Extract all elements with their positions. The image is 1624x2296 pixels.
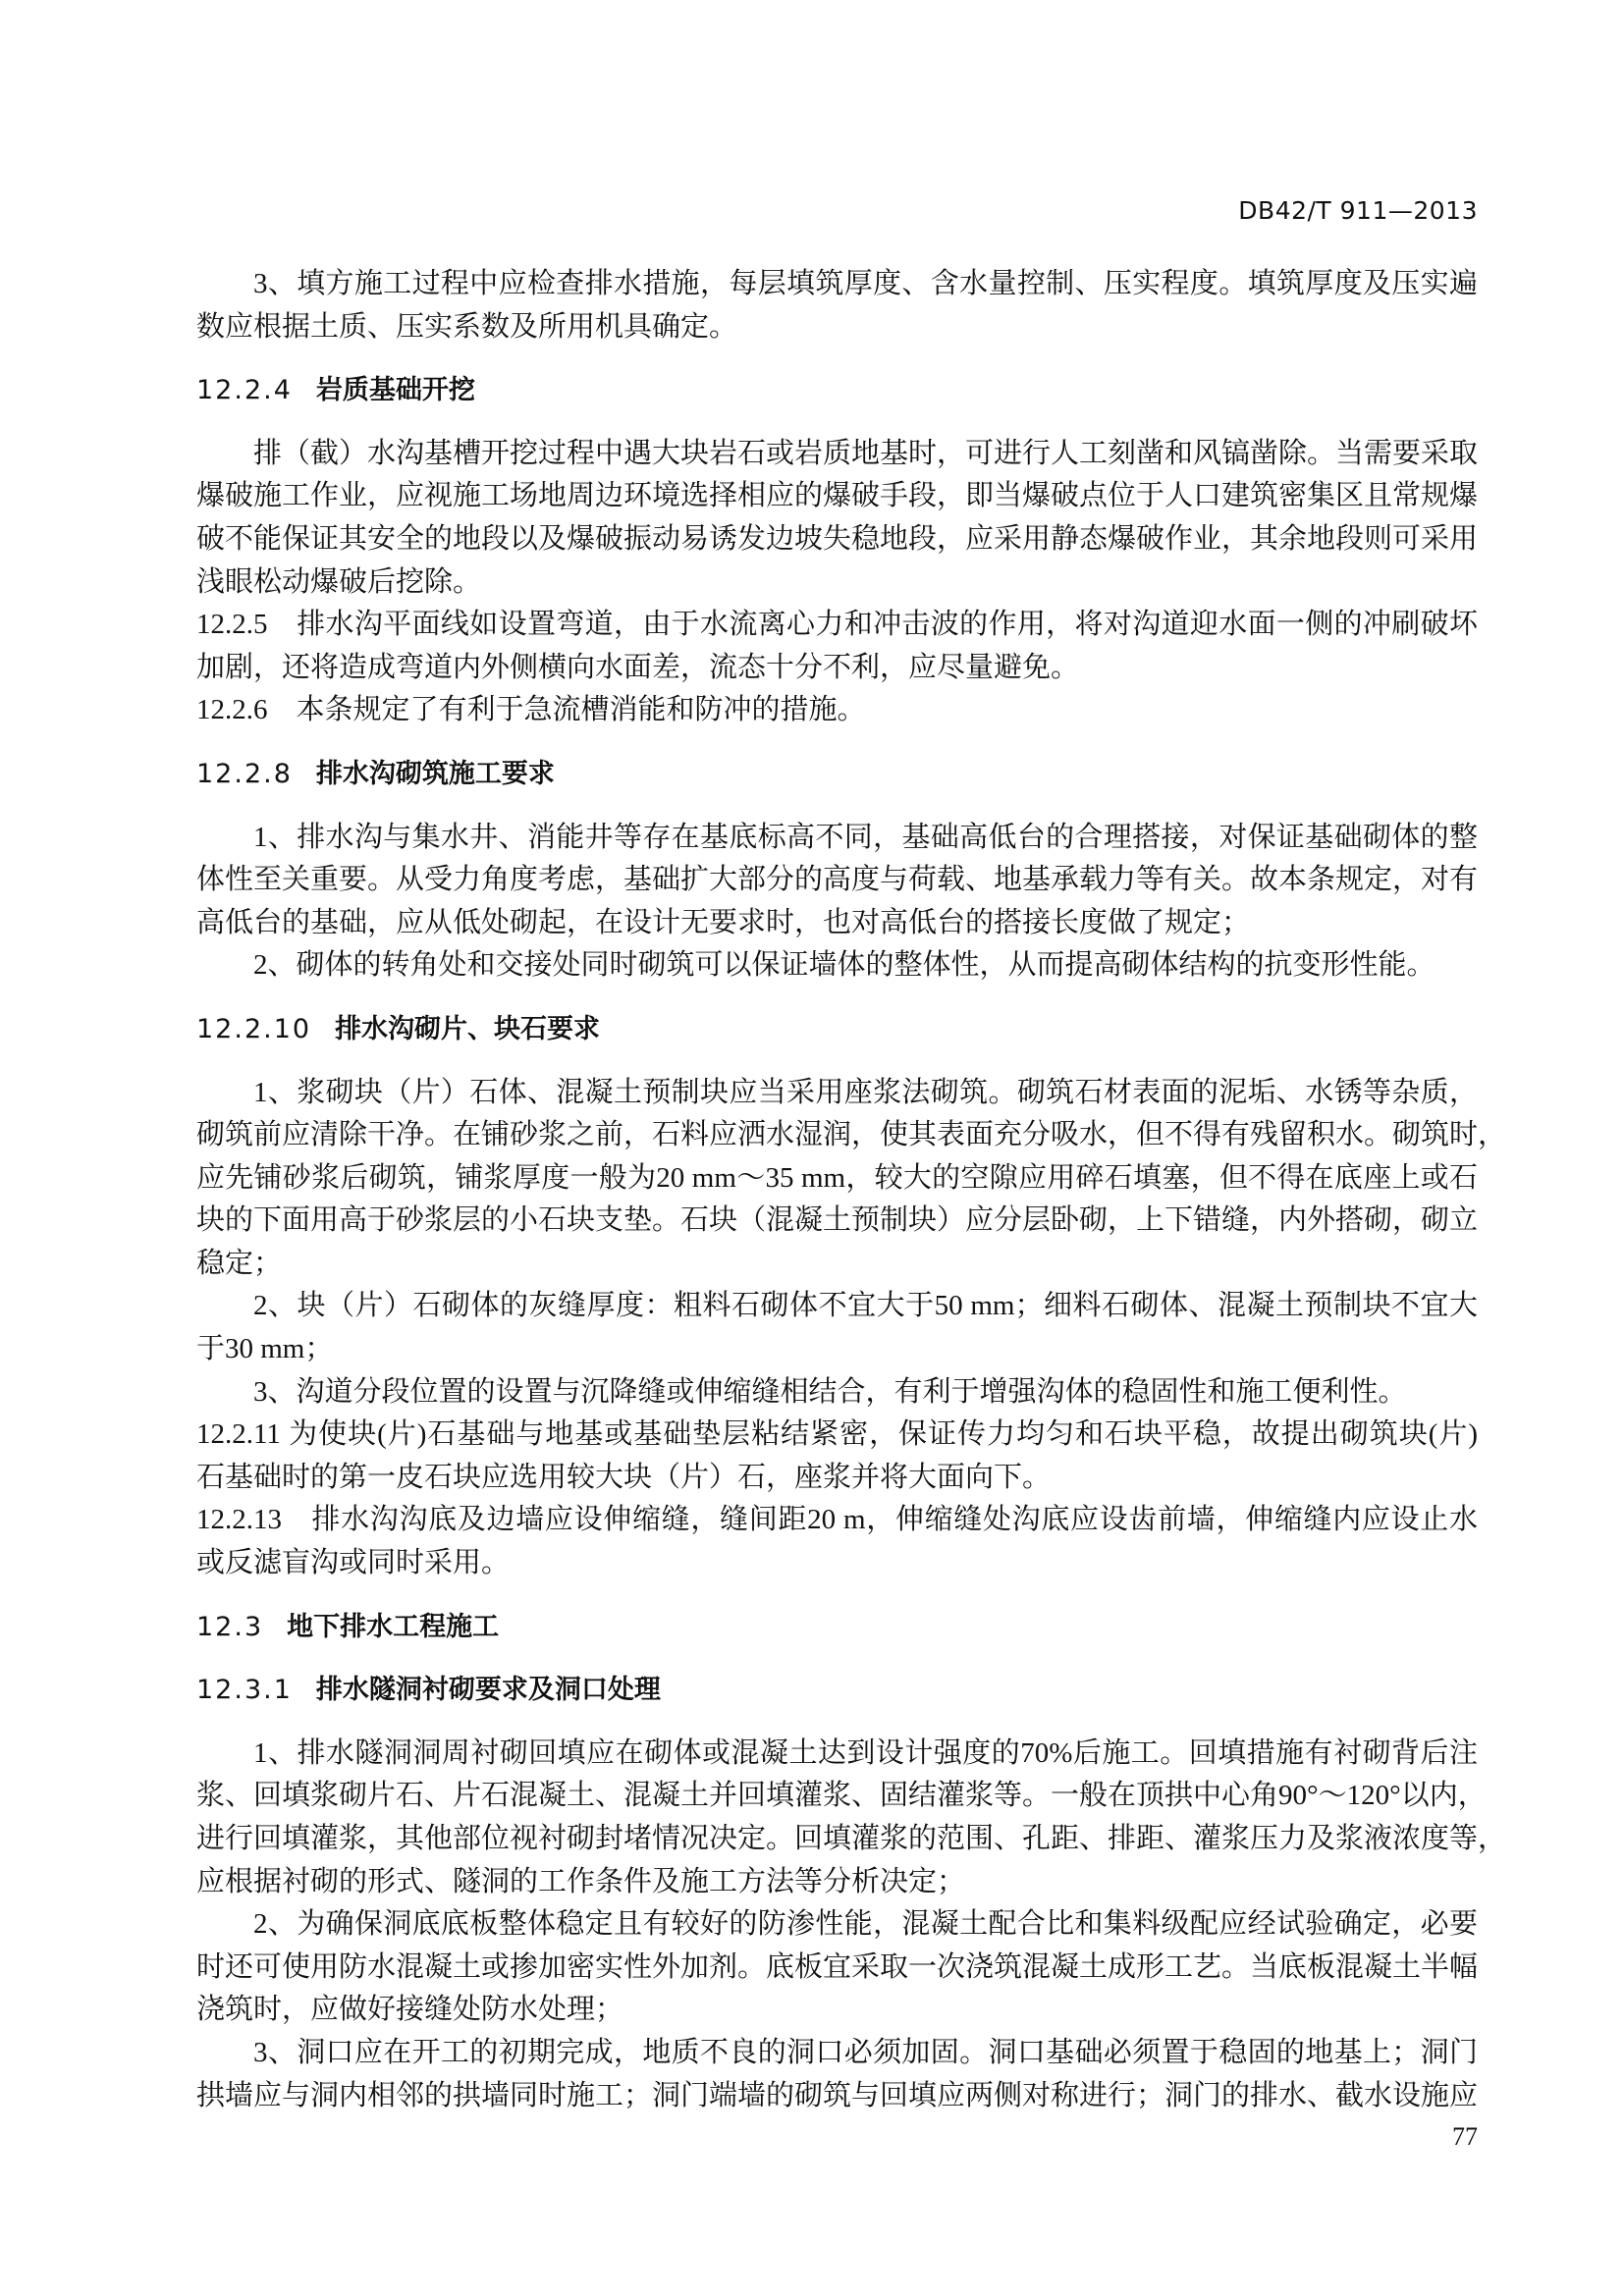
text-line: 浇筑时，应做好接缝处防水处理； [196, 1994, 624, 2026]
paragraph [196, 2032, 1478, 2117]
section-number: 12.3.1 [196, 1675, 293, 1706]
paragraph [196, 1285, 1478, 1370]
section-number: 12.2.8 [196, 758, 293, 789]
text-line: 12.2.5 排水沟平面线如设置弯道，由于水流离心力和冲击波的作用，将对沟道迎水面一侧的冲刷破坏 [196, 609, 1478, 641]
text-line: 块的下面用高于砂浆层的小石块支垫。石块（混凝土预制块）应分层卧砌，上下错缝，内外搭砌，砌立 [196, 1204, 1479, 1237]
text-line: 浆、回填浆砌片石、片石混凝土、混凝土并回填灌浆、固结灌浆等。一般在顶拱中心角90°～120°以内， [196, 1780, 1487, 1812]
text-line: 时还可使用防水混凝土或掺加密实性外加剂。底板宜采取一次浇筑混凝土成形工艺。当底板混凝土半幅 [196, 1950, 1479, 1983]
paragraph [196, 1499, 1478, 1584]
text-line: 数应根据土质、压实系数及所用机具确定。 [196, 310, 738, 343]
text-line: 12.2.13 排水沟沟底及边墙应设伸缩缝，缝间距20 m，伸缩缝处沟底应设齿前墙，伸缩缝内应设止水 [196, 1504, 1478, 1536]
paragraph [196, 1733, 1507, 1903]
text-line: 体性至关重要。从受力角度考虑，基础扩大部分的高度与荷载、地基承载力等有关。故本条规定，对有 [196, 864, 1479, 896]
section-title: 排水隧洞衬砌要求及洞口处理 [315, 1675, 661, 1706]
text-line: 3、洞口应在开工的初期完成，地质不良的洞口必须加固。洞口基础必须置于稳固的地基上；洞门 [253, 2036, 1478, 2068]
paragraph [196, 263, 1478, 348]
text-line: 1、排水沟与集水井、消能井等存在基底标高不同，基础高低台的合理搭接，对保证基础砌体的整 [253, 821, 1478, 853]
text-line: 3、沟道分段位置的设置与沉降缝或伸缩缝相结合，有利于增强沟体的稳固性和施工便利性。 [253, 1375, 1407, 1408]
text-line: 12.2.6 本条规定了有利于急流槽消能和防冲的措施。 [196, 694, 866, 726]
text-line: 高低台的基础，应从低处砌起，在设计无要求时，也对高低台的搭接长度做了规定； [196, 906, 1251, 938]
text-line: 3、填方施工过程中应检查排水措施，每层填筑厚度、含水量控制、压实程度。填筑厚度及压实遍 [253, 268, 1478, 299]
document-body [196, 263, 1507, 2117]
paragraph [196, 689, 1478, 732]
section-heading [196, 1669, 1478, 1712]
section-title: 排水沟砌筑施工要求 [315, 758, 555, 789]
text-line: 1、排水隧洞洞周衬砌回填应在砌体或混凝土达到设计强度的70%后施工。回填措施有衬砌背后注 [253, 1736, 1478, 1769]
paragraph [196, 1371, 1478, 1415]
section-heading [196, 1008, 1478, 1051]
text-line: 1、浆砌块（片）石体、混凝土预制块应当采用座浆法砌筑。砌筑石材表面的泥垢、水锈等杂质， [253, 1076, 1478, 1108]
text-line: 12.2.11 为使块(片)石基础与地基或基础垫层粘结紧密，保证传力均匀和石块平稳，故提出砌筑块(片) [196, 1418, 1478, 1451]
paragraph [196, 1072, 1507, 1286]
text-line: 于30 mm； [196, 1333, 334, 1365]
text-line: 2、砌体的转角处和交接处同时砌筑可以保证墙体的整体性，从而提高砌体结构的抗变形性能。 [253, 949, 1435, 982]
text-line: 破不能保证其安全的地段以及爆破振动易诱发边坡失稳地段，应采用静态爆破作业，其余地段则可采用 [196, 522, 1479, 555]
text-line: 应根据衬砌的形式、隧洞的工作条件及施工方法等分析决定； [196, 1865, 966, 1897]
page-number: 77 [1452, 2122, 1478, 2151]
text-line: 2、块（片）石砌体的灰缝厚度：粗料石砌体不宜大于50 mm；细料石砌体、混凝土预制块不宜大 [253, 1290, 1478, 1322]
text-line: 砌筑前应清除干净。在铺砂浆之前，石料应洒水湿润，使其表面充分吸水，但不得有残留积水。砌筑时， [196, 1119, 1507, 1151]
document-code: DB42/T 911—2013 [1238, 196, 1478, 225]
section-heading [196, 753, 1478, 796]
paragraph [196, 944, 1478, 988]
section-title: 地下排水工程施工 [287, 1611, 500, 1642]
section-title: 排水沟砌片、块石要求 [335, 1013, 601, 1044]
text-line: 应先铺砂浆后砌筑，铺浆厚度一般为20 mm～35 mm，较大的空隙应用碎石填塞，但不得在底座上或石 [196, 1161, 1478, 1194]
section-number: 12.2.10 [196, 1013, 312, 1044]
paragraph [196, 604, 1478, 689]
text-line: 2、为确保洞底底板整体稳定且有较好的防渗性能，混凝土配合比和集料级配应经试验确定，必要 [253, 1908, 1478, 1941]
section-title: 岩质基础开挖 [315, 375, 475, 406]
text-line: 石基础时的第一皮石块应选用较大块（片）石，座浆并将大面向下。 [196, 1461, 1052, 1493]
section-number: 12.3 [196, 1611, 264, 1642]
section-number: 12.2.4 [196, 375, 293, 406]
text-line: 进行回填灌浆，其他部位视衬砌封堵情况决定。回填灌浆的范围、孔距、排距、灌浆压力及浆液浓度等， [196, 1823, 1507, 1854]
paragraph [196, 433, 1478, 604]
paragraph [196, 1903, 1478, 2032]
section-heading [196, 369, 1478, 412]
text-line: 拱墙应与洞内相邻的拱墙同时施工；洞门端墙的砌筑与回填应两侧对称进行；洞门的排水、截水设施应 [196, 2079, 1479, 2111]
text-line: 排（截）水沟基槽开挖过程中遇大块岩石或岩质地基时，可进行人工刻凿和风镐凿除。当需要采取 [253, 437, 1479, 469]
text-line: 稳定； [196, 1247, 283, 1279]
text-line: 或反滤盲沟或同时采用。 [196, 1547, 511, 1579]
text-line: 爆破施工作业，应视施工场地周边环境选择相应的爆破手段，即当爆破点位于人口建筑密集区且常规爆 [196, 480, 1479, 512]
text-line: 浅眼松动爆破后挖除。 [196, 565, 482, 598]
paragraph [196, 1414, 1478, 1499]
text-line: 加剧，还将造成弯道内外侧横向水面差，流态十分不利，应尽量避免。 [196, 651, 1080, 683]
section-heading [196, 1606, 1478, 1649]
paragraph [196, 817, 1478, 945]
